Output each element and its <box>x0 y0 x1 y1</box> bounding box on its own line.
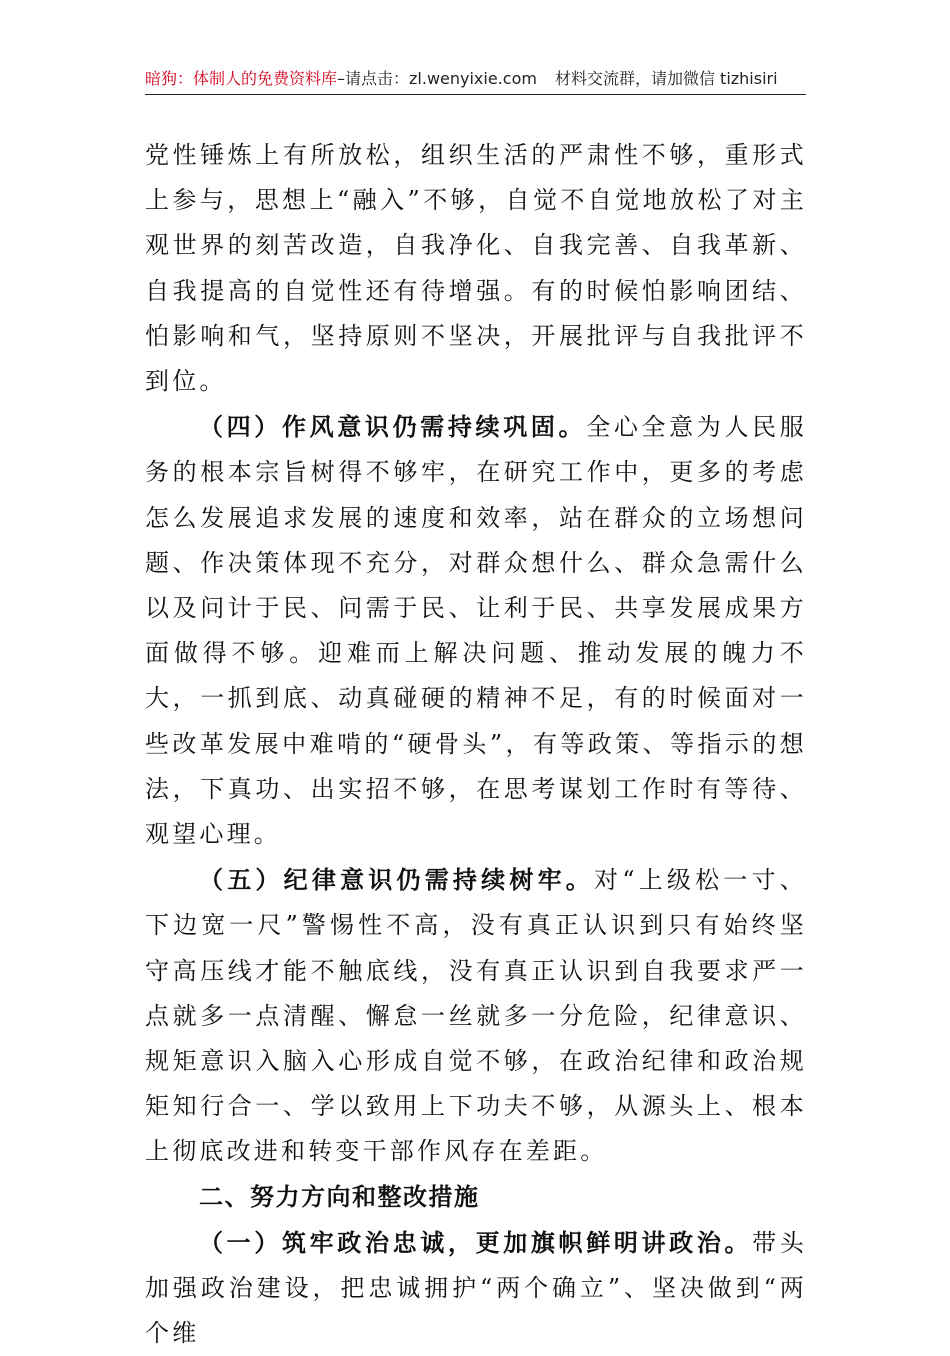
section-heading-measures: 二、努力方向和整改措施 <box>199 1182 480 1211</box>
subheading-discipline: （五）纪律意识仍需持续树牢。 <box>199 865 595 895</box>
paragraph-political-loyalty <box>145 1220 807 1356</box>
header-wechat-note: 材料交流群，请加微信 tizhisiri <box>554 69 778 88</box>
header-site-link[interactable]: –请点击：zl.wenyixie.com <box>337 69 537 88</box>
subheading-work-style: （四）作风意识仍需持续巩固。 <box>199 412 587 442</box>
subheading-political-loyalty: （一）筑牢政治忠诚，更加旗帜鲜明讲政治。 <box>199 1227 753 1257</box>
paragraph-work-style <box>145 404 807 857</box>
paragraph-work-style-body: 全心全意为人民服务的根本宗旨树得不够牢，在研究工作中，更多的考虑怎么发展追求发展的速度和效率，站在群众的立场想问题、作决策体现不充分，对群众想什么、群众急需什么以及问计于民、问需于民、让利于民、共享发展成果方面做得不够。迎难而上解决问题、推动发展的魄力不大，一抓到底、动真碰硬的精神不足，有的时候面对一些改革发展中难啃的“硬骨头”，有等政策、等指示的想法，下真功、出实招不够，在思考谋划工作时有等待、观望心理。 <box>145 413 807 849</box>
paragraph-party-spirit: 党性锤炼上有所放松，组织生活的严肃性不够，重形式上参与，思想上“融入”不够，自觉不自觉地放松了对主观世界的刻苦改造，自我净化、自我完善、自我革新、自我提高的自觉性还有待增强。有的时候怕影响团结、怕影响和气，坚持原则不坚决，开展批评与自我批评不到位。 <box>145 141 807 396</box>
paragraph-political-loyalty-body: 带头加强政治建设，把忠诚拥护“两个确立”、坚决做到“两个维 <box>145 1228 807 1348</box>
header-library-name: 暗狗：体制人的免费资料库 <box>145 69 338 88</box>
document-body <box>145 133 807 1356</box>
page-header <box>145 68 806 95</box>
paragraph-discipline <box>145 857 807 1174</box>
paragraph-discipline-body: 对“上级松一寸、下边宽一尺”警惕性不高，没有真正认识到只有始终坚守高压线才能不触底线，没有真正认识到自我要求严一点就多一点清醒、懈怠一丝就多一分危险，纪律意识、规矩意识入脑入心形成自觉不够，在政治纪律和政治规矩知行合一、学以致用上下功夫不够，从源头上、根本上彻底改进和转变干部作风存在差距。 <box>145 866 807 1166</box>
